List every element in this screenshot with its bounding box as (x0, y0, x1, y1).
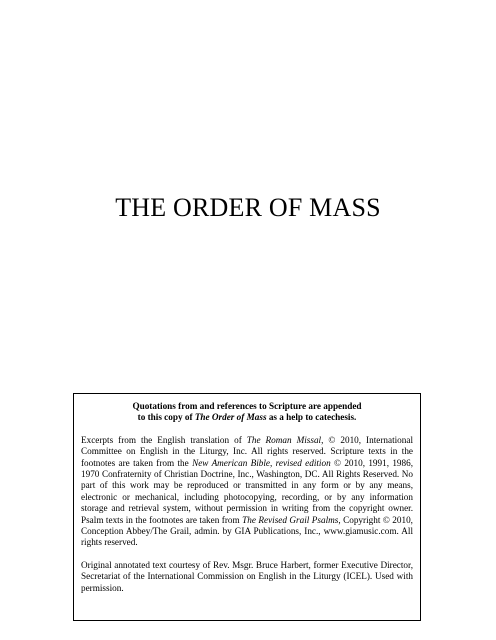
scripture-notice-heading (81, 401, 413, 424)
order-of-mass-title-ref: The Order of Mass (194, 412, 267, 423)
copyright-text-part3: © 2010, 1991, 1986, 1970 Confraternity of Christian Doctrine, Inc., Washington, DC. All Rights Reserved. No part of this work may be reproduced or transmitted in any form or by any means, electronic or mechanical, including photocopying, recording, or by any information storage and retrieval system, without permission in writing from the copyright owner. Psalm texts in the footnotes are taken from (81, 457, 414, 525)
copyright-notice-box (73, 393, 421, 621)
copyright-text-part2: , © 2010, International Committee on English in the Liturgy, Inc. All rights reserved. Scripture texts in the footnotes are taken from the (81, 434, 413, 468)
revised-grail-psalms-title-ref: The Revised Grail Psalms (242, 514, 339, 525)
copyright-text-part4: , Copyright © 2010, Conception Abbey/The Grail, admin. by GIA Publications, Inc., www.giamusic.com. All rights reserved. (81, 514, 413, 548)
scripture-notice-line2-suffix: as a help to catechesis. (266, 412, 357, 423)
credit-paragraph: Original annotated text courtesy of Rev. Msgr. Bruce Harbert, former Executive Director, Secretariat of the International Commission on English in the Liturgy (ICEL). Used with permission. (81, 559, 413, 593)
new-american-bible-title-ref: New American Bible, revised edition (192, 457, 331, 468)
scripture-notice-line1: Quotations from and references to Scripture are appended (132, 401, 362, 411)
roman-missal-title-ref: The Roman Missal (246, 434, 322, 445)
copyright-paragraph (81, 435, 413, 549)
copyright-text-part1: Excerpts from the English translation of (81, 434, 247, 445)
page-title: THE ORDER OF MASS (115, 193, 381, 222)
scripture-notice-line2-prefix: to this copy of (137, 412, 195, 423)
